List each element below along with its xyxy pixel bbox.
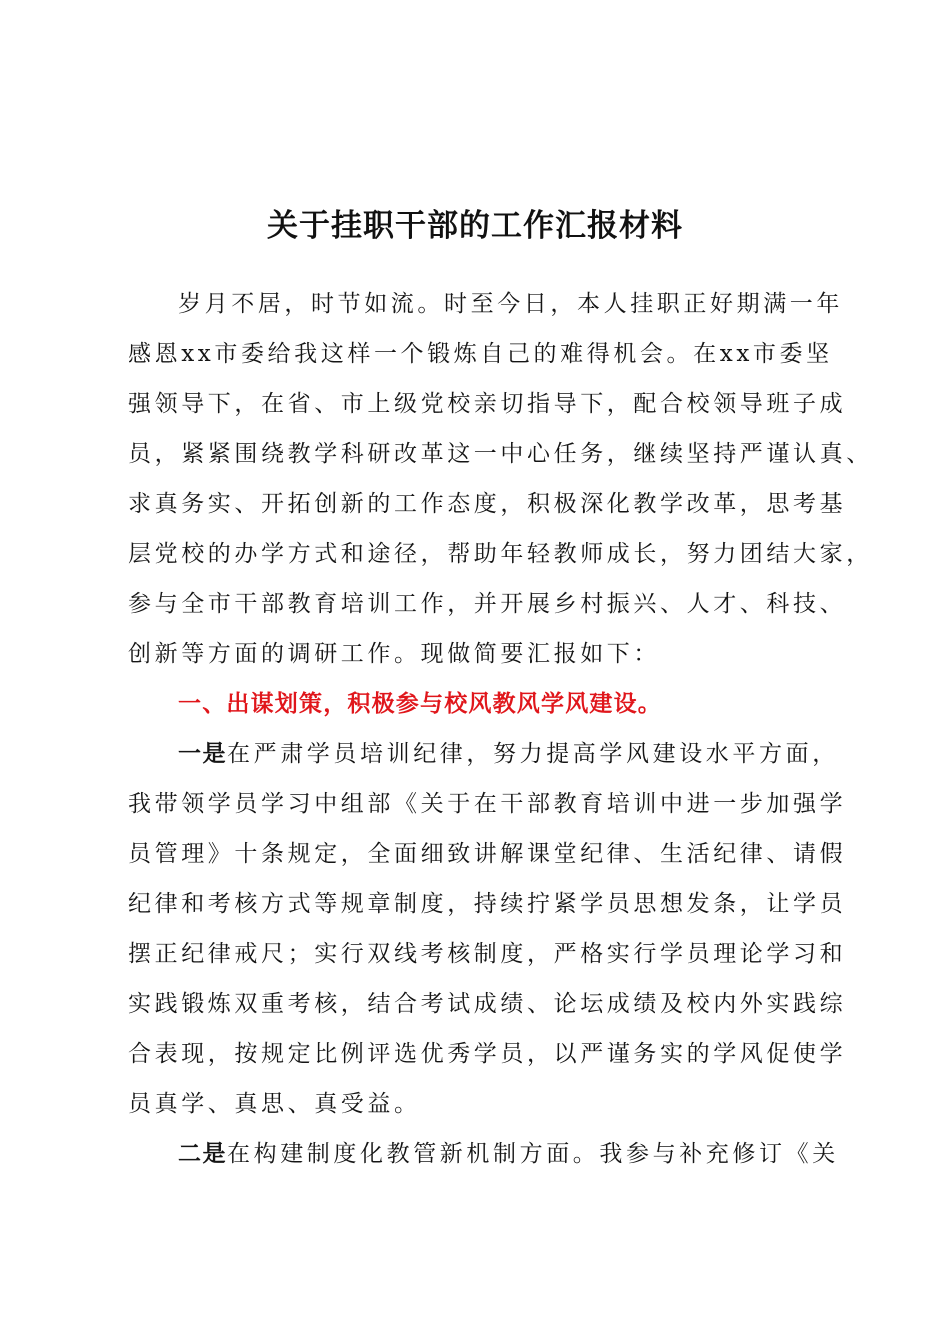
para1-line-6: 实践锻炼双重考核，结合考试成绩、论坛成绩及校内外实践综 [128,991,847,1017]
para1-line-8: 员真学、真思、真受益。 [128,1091,421,1117]
para1-lead: 一是 [178,741,227,767]
para2-lead: 二是 [178,1141,227,1167]
para1-line-5: 摆正纪律戒尺；实行双线考核制度，严格实行学员理论学习和 [128,941,847,967]
intro-line-7: 参与全市干部教育培训工作，并开展乡村振兴、人才、科技、 [128,591,847,617]
intro-line-4: 员，紧紧围绕教学科研改革这一中心任务，继续坚持严谨认真、 [128,441,873,467]
intro-line-6: 层党校的办学方式和途径，帮助年轻教师成长，努力团结大家， [128,541,873,567]
para1-first-line-text: 在严肃学员培训纪律，努力提高学风建设水平方面， [227,741,839,767]
intro-line-2: 感恩xx市委给我这样一个锻炼自己的难得机会。在xx市委坚 [128,341,833,367]
para1-line-2: 我带领学员学习中组部《关于在干部教育培训中进一步加强学 [128,791,847,817]
para1-line-7: 合表现，按规定比例评选优秀学员，以严谨务实的学风促使学 [128,1041,847,1067]
intro-line-3: 强领导下，在省、市上级党校亲切指导下，配合校领导班子成 [128,391,847,417]
para1-line-3: 员管理》十条规定，全面细致讲解课堂纪律、生活纪律、请假 [128,841,847,867]
intro-line-8: 创新等方面的调研工作。现做简要汇报如下： [128,641,660,667]
para2-line-1 [178,1137,839,1171]
para1-line-1 [178,737,839,771]
intro-line-1: 岁月不居，时节如流。时至今日，本人挂职正好期满一年 [178,291,843,317]
section-heading-1: 一、出谋划策，积极参与校风教风学风建设。 [178,691,662,717]
document-title: 关于挂职干部的工作汇报材料 [267,208,683,244]
para2-first-line-text: 在构建制度化教管新机制方面。我参与补充修订《关 [227,1141,839,1167]
intro-line-5: 求真务实、开拓创新的工作态度，积极深化教学改革，思考基 [128,491,847,517]
para1-line-4: 纪律和考核方式等规章制度，持续拧紧学员思想发条，让学员 [128,891,847,917]
